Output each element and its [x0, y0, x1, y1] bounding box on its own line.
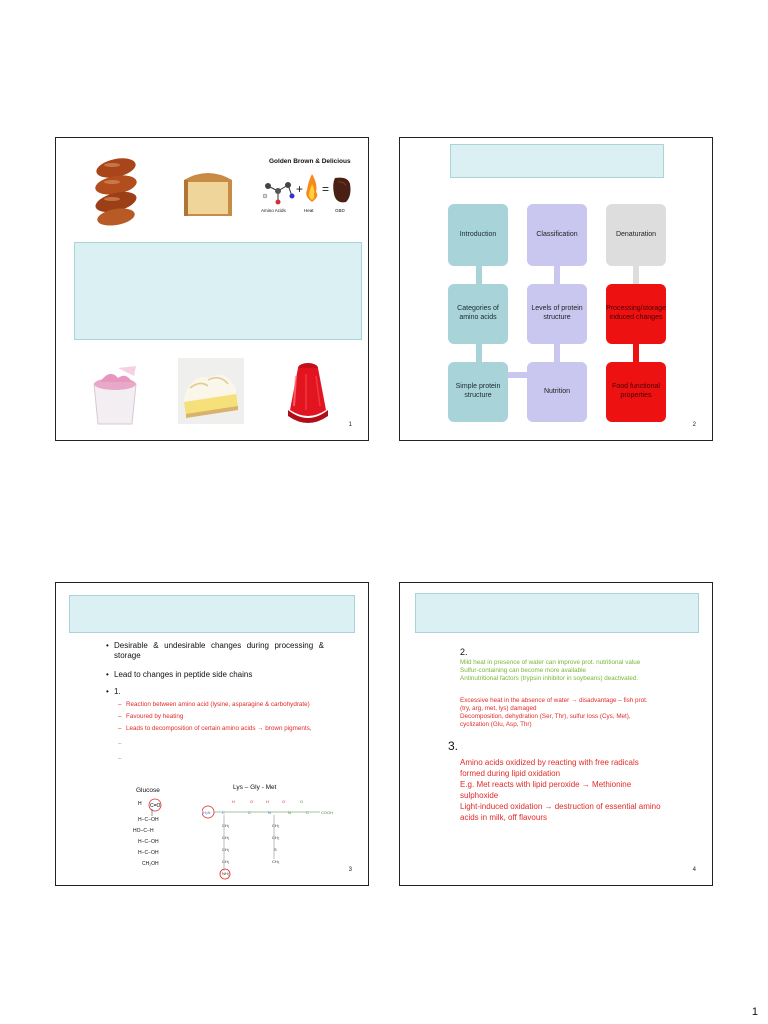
- red-line: Excessive heat in the absence of water → disadvantage – fish prot.: [460, 697, 648, 704]
- svg-text:O: O: [282, 799, 286, 804]
- node-food-functional: Food functional properties: [606, 362, 666, 422]
- svg-text:H: H: [266, 799, 269, 804]
- green-line: Antinutritional factors (trypsin inhibitor in soybeans) deactivated.: [460, 675, 639, 682]
- svg-text:N: N: [288, 810, 291, 815]
- red-line-3: Amino acids oxidized by reacting with free radicals: [460, 758, 639, 767]
- bullet-marker: •: [106, 641, 109, 650]
- node-denaturation: Denaturation: [606, 204, 666, 266]
- glucose-row: H−C−OH: [138, 839, 159, 845]
- node-classification: Classification: [527, 204, 587, 266]
- svg-text:H: H: [232, 799, 235, 804]
- svg-text:O: O: [250, 799, 254, 804]
- lemon-meringue-pie-image: [178, 358, 244, 424]
- red-jelly-image: [282, 360, 334, 426]
- bullet-1: Desirable & undesirable changes during processing & storage: [114, 641, 324, 660]
- glucose-title: Glucose: [136, 787, 160, 794]
- svg-text:CH₃: CH₃: [272, 859, 280, 864]
- svg-text:N: N: [268, 810, 271, 815]
- slide-1: [55, 137, 369, 441]
- slide-4: [399, 582, 713, 886]
- plus-sign: +: [296, 182, 304, 196]
- peptide-end-label: COOH: [321, 810, 333, 815]
- bread-image: [180, 166, 236, 222]
- sub-2: Favoured by heating: [126, 713, 184, 720]
- slide-2-title-box: [450, 144, 664, 178]
- amino-acid-molecule-icon: [262, 176, 296, 206]
- sub-dash: –: [118, 701, 122, 708]
- equals-sign: =: [322, 182, 330, 196]
- fire-icon: [304, 174, 320, 202]
- sub-dash: –: [118, 713, 122, 720]
- svg-text:CH₂: CH₂: [272, 823, 280, 828]
- gbd-label-amino: Amino Acids: [261, 208, 286, 213]
- red-line-3: E.g. Met reacts with lipid peroxide → Methionine: [460, 780, 632, 789]
- svg-text:CH₂: CH₂: [222, 835, 230, 840]
- sausages-image: [92, 152, 142, 228]
- svg-text:C: C: [306, 810, 309, 815]
- red-line-3: acids in milk, off flavours: [460, 813, 547, 822]
- heading-3: 3.: [448, 739, 459, 753]
- peptide-structure-icon: [202, 793, 342, 883]
- svg-text:CH₂: CH₂: [222, 847, 230, 852]
- slide-number: 1: [348, 422, 352, 428]
- slide-4-title-box: [415, 593, 699, 633]
- svg-text:O: O: [300, 799, 304, 804]
- sub-dash: –: [118, 740, 122, 747]
- svg-text:C: C: [248, 810, 251, 815]
- node-nutrition: Nutrition: [527, 362, 587, 422]
- svg-text:H₂N: H₂N: [203, 810, 211, 815]
- bullet-2: Lead to changes in peptide side chains: [114, 670, 253, 679]
- slide-number: 4: [692, 867, 696, 873]
- node-categories: Categories of amino acids: [448, 284, 508, 344]
- gbd-label-heat: Heat: [304, 208, 314, 213]
- svg-text:CH₂: CH₂: [222, 823, 230, 828]
- slide-number: 2: [692, 422, 696, 428]
- svg-text:CH₂: CH₂: [272, 835, 280, 840]
- svg-text:CH₂: CH₂: [222, 859, 230, 864]
- gbd-steak-image: [332, 176, 352, 204]
- svg-text:S: S: [274, 847, 277, 852]
- green-line: Sulfur-containing can become more available: [460, 667, 587, 674]
- svg-text:C=O: C=O: [150, 803, 161, 809]
- red-line: cyclization (Glu, Asp, Thr): [460, 721, 532, 728]
- node-levels: Levels of protein structure: [527, 284, 587, 344]
- node-processing: Processing/storage induced changes: [606, 284, 666, 344]
- gbd-label-gbd: GBD: [335, 208, 345, 213]
- page-number: 1: [751, 1006, 758, 1018]
- svg-text:NH₂: NH₂: [222, 871, 230, 876]
- heading-2: 2.: [460, 647, 468, 657]
- red-line: Decomposition, dehydration (Ser, Thr), sulfur loss (Cys, Met),: [460, 713, 631, 720]
- peptide-title: Lys – Gly - Met: [233, 784, 277, 791]
- green-line: Mild heat in presence of water can improve prot. nutritional value: [460, 659, 641, 666]
- bullet-marker: •: [106, 670, 109, 679]
- gbd-title: Golden Brown & Delicious: [269, 158, 351, 165]
- red-line-3: Light-induced oxidation → destruction of essential amino: [460, 802, 661, 811]
- sub-dash: –: [118, 755, 122, 762]
- glucose-row: H−C−OH: [138, 817, 159, 823]
- slide-number: 3: [348, 867, 352, 873]
- slide-3: [55, 582, 369, 886]
- glucose-row: H−C−OH: [138, 850, 159, 856]
- slide-2: [399, 137, 713, 441]
- bullet-marker: •: [106, 687, 109, 696]
- svg-text:C: C: [222, 810, 225, 815]
- glucose-row: HO−C−H: [133, 828, 154, 834]
- red-line-3: formed during lipid oxidation: [460, 769, 561, 778]
- slide-3-title-box: [69, 595, 355, 633]
- sub-dash: –: [118, 725, 122, 732]
- slide-1-title-box: [74, 242, 362, 340]
- bullet-3: 1.: [114, 687, 121, 696]
- glucose-row: CH₂OH: [142, 861, 159, 867]
- node-introduction: Introduction: [448, 204, 508, 266]
- yogurt-image: [88, 362, 142, 428]
- sub-3: Leads to decomposition of certain amino acids → brown pigments,: [126, 725, 312, 732]
- glucose-aldehyde-icon: [136, 797, 166, 817]
- red-line: (try, arg, met, lys) damaged: [460, 705, 537, 712]
- svg-text:H: H: [138, 801, 142, 807]
- sub-1: Reaction between amino acid (lysine, asparagine & carbohydrate): [126, 701, 310, 708]
- node-simple-structure: Simple protein structure: [448, 362, 508, 422]
- red-line-3: sulphoxide: [460, 791, 499, 800]
